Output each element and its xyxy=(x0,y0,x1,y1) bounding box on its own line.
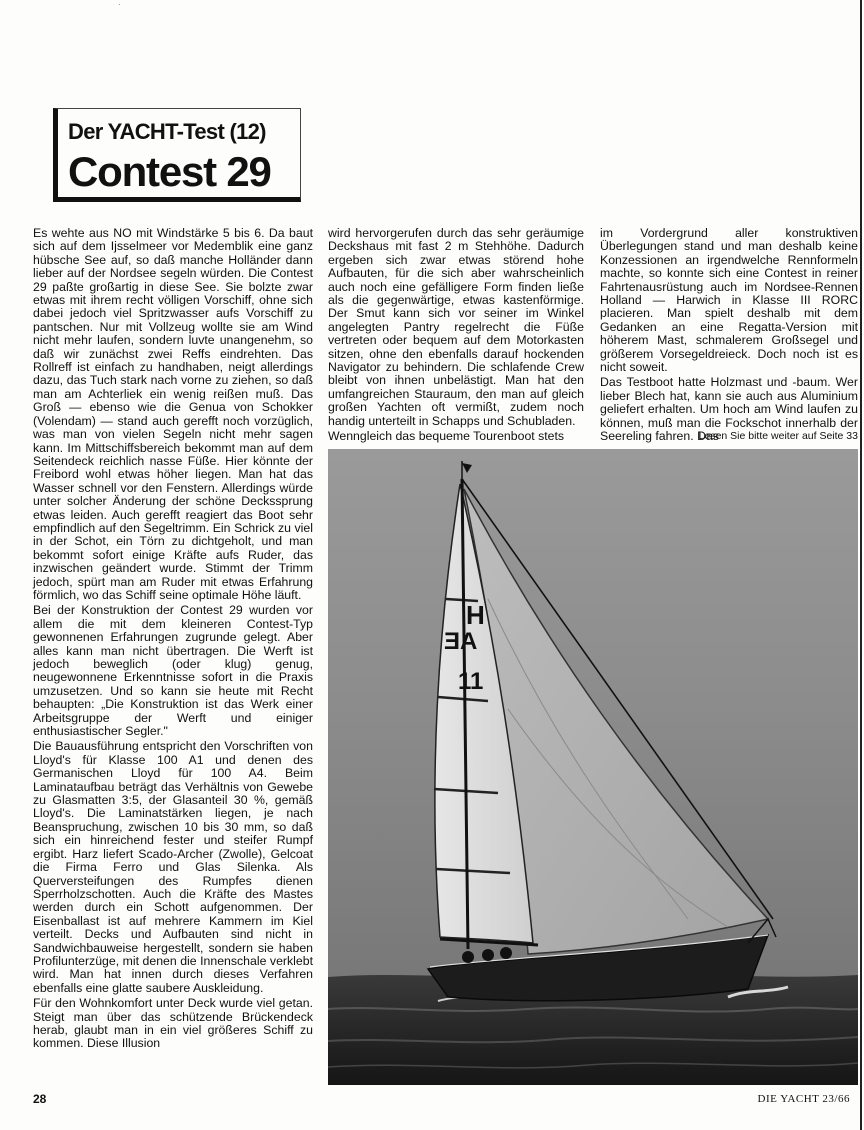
sailboat-photo xyxy=(328,449,858,1085)
paragraph: Wenngleich das bequeme Tourenboot stets xyxy=(328,429,565,444)
page-number: 28 xyxy=(33,1092,47,1106)
page-edge-rule xyxy=(860,0,862,1130)
paragraph: im Vordergrund aller konstruktiven Überlegungen stand und man deshalb keine Konzessionen an irgendwelche Rennformeln machte, so konnte sich eine Contest in reiner Fahrtenausrüstung auch im Nordsee-Rennen Holland — Harwich in Klasse III RORC placieren. Man spielt deshalb mit dem Gedanken an eine Regatta-Version mit höherem Mast, schmalerem Großsegel und größerem Vorsegeldreieck. Doch noch ist es nicht soweit. xyxy=(600,226,858,375)
paragraph: Das Testboot hatte Holzmast und -baum. Wer lieber Blech hat, kann sie auch aus Aluminium geliefert erhalten. Um hoch am Wind laufen zu können, muß man die Fockschot innerhalb der Seereling fahren. Das xyxy=(600,375,858,444)
text-column-2 xyxy=(328,227,584,444)
sailboat-illustration xyxy=(328,449,858,1085)
paragraph: Für den Wohnkomfort unter Deck wurde viel getan. Steigt man über das schützende Brückendeck herab, glaubt man in ein viel größeres Schiff zu kommen. Diese Illusion xyxy=(33,996,313,1051)
sail-mark-11: 11 xyxy=(458,668,484,695)
paragraph: wird hervorgerufen durch das sehr geräumige Deckshaus mit fast 2 m Stehhöhe. Dadurch ergeben sich zwar etwas störend hohe Aufbauten, für die sich aber wahrscheinlich auch noch eine gefälligere Form finden ließe als die gegenwärtige, etwas kastenförmige. Der Smut kann sich vor seiner im Winkel angelegten Pantry regelrecht die Füße vertreten oder bequem auf dem Motorkasten sitzen, ohne den ebenfalls darauf hockenden Navigator zu behindern. Die schlafende Crew bleibt von ihnen unbelästigt. Man hat den umfangreichen Stauraum, den man auf gleich großen Yachten oft vermißt, zudem noch handig unterteilt in Schapps und Schubladen. xyxy=(328,226,584,428)
text-column-1 xyxy=(33,227,313,1051)
magazine-issue: DIE YACHT 23/66 xyxy=(757,1093,850,1105)
continue-note: Lesen Sie bitte weiter auf Seite 33 xyxy=(698,430,858,442)
text-column-3 xyxy=(600,227,858,444)
masthead-flag xyxy=(462,463,472,473)
sail-mark-ea: ƎA xyxy=(444,628,478,655)
paragraph: Bei der Konstruktion der Contest 29 wurden vor allem die mit dem kleineren Contest-Typ gewonnenen Erfahrungen zugrunde gelegt. Aber alles kann man nicht übertragen. Die Werft ist jedoch beweglich (oder klug) genug, neugewonnene Erkenntnisse sofort in die Praxis umzusetzen. Und so kann sie heute mit Recht behaupten: „Die Konstruktion ist das Werk einer Arbeitsgruppe der Werft und einiger enthusiastischer Segler." xyxy=(33,603,313,739)
article-title: Contest 29 xyxy=(68,148,271,195)
title-box xyxy=(53,108,301,202)
scan-speck: · xyxy=(118,0,121,9)
article-kicker: Der YACHT-Test (12) xyxy=(68,119,266,144)
sail-mark-h: H xyxy=(466,600,485,630)
paragraph: Die Bauausführung entspricht den Vorschriften von Lloyd's für Klasse 100 A1 und denen des Germanischen Lloyd für 100 A4. Beim Laminataufbau beträgt das Verhältnis von Gewebe zu Glasmatten 3:5, der Glasanteil 30 %, gemäß Lloyd's. Die Laminatstärken liegen, je nach Beanspruchung, zwischen 10 bis 30 mm, so daß sich ein hinreichend fester und steifer Rumpf ergibt. Harz liefert Scado-Archer (Zwolle), Gelcoat die Firma Ferro und Glas Silenka. Als Querversteifungen des Rumpfes dienen Sperrholzschotten. Auch die Kräfte des Mastes werden durch ein Schott aufgenommen. Der Eisenballast ist auf mehrere Kammern im Kiel verteilt. Decks und Aufbauten sind nicht in Sandwichbauweise hergestellt, sondern sie haben Profilunterzüge, mit denen die Innenschale verklebt wird. Man hat innen durch dieses Verfahren ebenfalls eine glatte saubere Auskleidung. xyxy=(33,739,313,995)
paragraph: Es wehte aus NO mit Windstärke 5 bis 6. Da baut sich auf dem Ijsselmeer vor Medemblik eine ganz hübsche See auf, so daß manche Holländer dann lieber auf der Nordsee segeln würden. Die Contest 29 paßte großartig in diese See. Sie bolzte zwar etwas mit ihrem recht völligen Vorschiff, ohne sich dabei jedoch viel Spritzwasser aufs Vorschiff zu pantschen. Nur mit Vollzeug wollte sie am Wind nicht mehr laufen, sondern luvte unangenehm, so daß wir zunächst zwei Reffs eindrehten. Das Rollreff ist einfach zu handhaben, neigt allerdings dazu, das Tuch stark nach vorne zu ziehen, so daß man am Achterliek ein wenig reißen muß. Das Groß — ebenso wie die Genua von Schokker (Volendam) — stand auch gerefft noch vorzüglich, was man von vielen Segeln nicht mehr sagen kann. Im Mittschiffsbereich bekommt man auf dem Seitendeck reichlich nasse Füße. Hier könnte der Freibord wohl etwas höher liegen. Man hat das Wasser schnell vor den Fenstern. Allerdings würde unter solcher Änderung der schöne Deckssprung etwas leiden. Auch gerefft reagiert das Boot sehr empfindlich auf den Segeltrimm. Ein Schrick zu viel in der Schot, ein Törn zu dichtgeholt, und man bekommt sofort einige Kräfte aufs Ruder, das inzwischen geändert wurde. Stimmt der Trimm jedoch, spürt man am Ruder mit etwas Erfahrung förmlich, wo das Schiff seine optimale Höhe läuft. xyxy=(33,226,313,602)
